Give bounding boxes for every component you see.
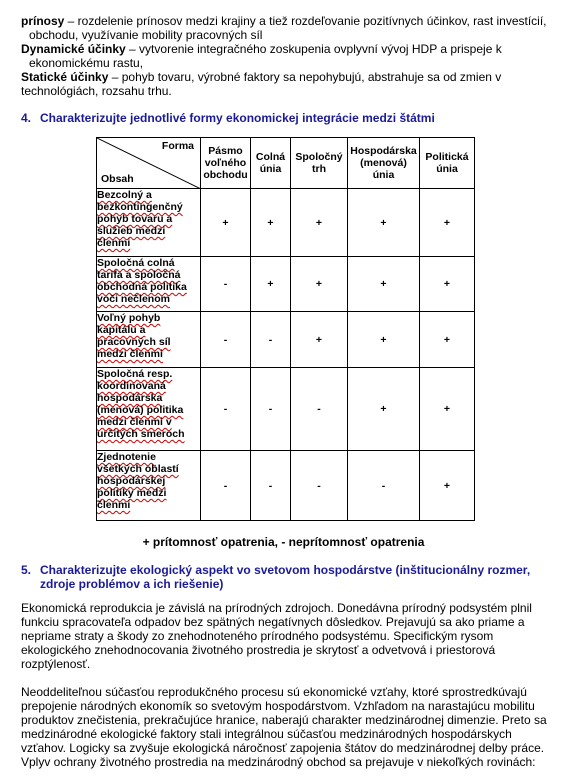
mark-cell: + [348, 189, 420, 257]
section-5-heading [21, 563, 530, 591]
row-label: Bezcolný a bezkontingenčný pohyb tovaru a služieb medzi členmi [97, 189, 201, 257]
mark-cell: - [291, 368, 348, 451]
section-4-heading [21, 111, 435, 125]
mark-cell: - [201, 368, 251, 451]
static-line [21, 70, 551, 84]
table-row [97, 257, 475, 312]
dynamic-text: – vytvorenie integračného zoskupenia ovplyvní vývoj HDP a prispeje k [125, 42, 502, 56]
mark-cell: - [251, 451, 291, 521]
column-header: Colná únia [251, 138, 291, 189]
mark-cell: + [348, 312, 420, 368]
mark-cell: + [348, 257, 420, 312]
mark-cell: + [291, 257, 348, 312]
column-header: Politická únia [420, 138, 475, 189]
mark-cell: + [420, 368, 475, 451]
mark-cell: + [420, 312, 475, 368]
mark-cell: + [420, 189, 475, 257]
mark-cell: + [348, 368, 420, 451]
mark-cell: - [201, 257, 251, 312]
table-header-row [97, 138, 475, 189]
static-text: – pohyb tovaru, výrobné faktory sa nepohybujú, abstrahuje sa od zmien v [108, 70, 502, 84]
integration-forms-table [96, 137, 475, 521]
mark-cell: + [291, 312, 348, 368]
dynamic-term: Dynamické účinky [21, 42, 126, 56]
prinosy-line [21, 14, 551, 28]
paragraph-2: Neoddeliteľnou súčasťou reprodukčného procesu sú ekonomické vzťahy, ktoré sprostredkúvajú prepojenie národných ekonomík so svetovým hospodárstvom. Vzhľadom na narastajúcu mobilitu produktov znečistenia, prekračujúce hranice, naberajú charakter medzinárodnej dimenzie. Preto sa medzinárodné ekologické faktory stali integrálnou súčasťou medzinárodných hospodárskych vzťahov. Logicky sa zvyšuje ekologická náročnosť zapojenia štátov do medzinárodnej delby práce. Vplyv ochrany životného prostredia na medzinárodný obchod sa prejavuje v niekoľkých rovinách: [21, 685, 547, 769]
mark-cell: - [201, 312, 251, 368]
mark-cell: + [420, 451, 475, 521]
column-header: Pásmo voľného obchodu [201, 138, 251, 189]
corner-forma-label: Forma [161, 140, 194, 152]
row-label: Spoločná colná tarifa a spoločná obchodná politika voči nečlenom [97, 257, 201, 312]
table-row [97, 368, 475, 451]
table-row [97, 312, 475, 368]
dynamic-line [21, 42, 551, 56]
mark-cell: + [251, 257, 291, 312]
table-row [97, 451, 475, 521]
section-5-title: Charakterizujte ekologický aspekt vo svetovom hospodárstve (inštitucionálny rozmer, [40, 563, 531, 577]
paragraph-1: Ekonomická reprodukcia je závislá na prírodných zdrojoch. Donedávna prírodný podsystém plnil funkciu spracovateľa odpadov bez spätných negatívnych dôsledkov. Prejavujú sa ako priame a nepriame straty a škody zo znehodnoteného prírodného podsystému. Specifickým rysom ekologického znehodnocovania životného prostredia je skrytosť a odvetvová i priestorová rozptýlenosť. [21, 601, 532, 671]
mark-cell: + [201, 189, 251, 257]
table-row [97, 189, 475, 257]
row-label: Zjednotenie všetkých oblastí hospodárskej politiky medzi členmi [97, 451, 201, 521]
row-label: Spoločná resp. koordinovaná hospodárska (menová) politika medzi členmi v určitých smeroch [97, 368, 201, 451]
table-corner-cell [97, 138, 201, 189]
section-5-number: 5. [21, 563, 32, 577]
column-header: Hospodárska (menová) únia [348, 138, 420, 189]
prinosy-term: prínosy [21, 14, 65, 28]
mark-cell: - [251, 312, 291, 368]
mark-cell: - [291, 451, 348, 521]
mark-cell: + [420, 257, 475, 312]
prinosy-text: – rozdelenie prínosov medzi krajiny a tiež rozdeľovanie pozitívnych účinkov, rast investícií, [64, 14, 547, 28]
mark-cell: - [201, 451, 251, 521]
table-legend: + prítomnosť opatrenia, - neprítomnosť opatrenia [142, 535, 425, 549]
static-line-2: technológiách, rozsahu trhu. [21, 84, 172, 98]
mark-cell: - [251, 368, 291, 451]
dynamic-line-2: ekonomickému rastu, [29, 56, 144, 70]
prinosy-line-2: obchodu, využívanie mobility pracovných síl [29, 28, 263, 42]
mark-cell: + [251, 189, 291, 257]
column-header: Spoločný trh [291, 138, 348, 189]
static-term: Statické účinky [21, 70, 109, 84]
section-4-number: 4. [21, 111, 32, 125]
intro-block [21, 14, 551, 98]
section-4-title: Charakterizujte jednotlivé formy ekonomickej integrácie medzi štátmi [40, 111, 435, 125]
row-label: Voľný pohyb kapitálu a pracovných síl medzi členmi [97, 312, 201, 368]
mark-cell: - [348, 451, 420, 521]
section-5-title-2: zdroje problémov a ich riešenie) [40, 577, 224, 591]
corner-obsah-label: Obsah [101, 173, 134, 185]
mark-cell: + [291, 189, 348, 257]
